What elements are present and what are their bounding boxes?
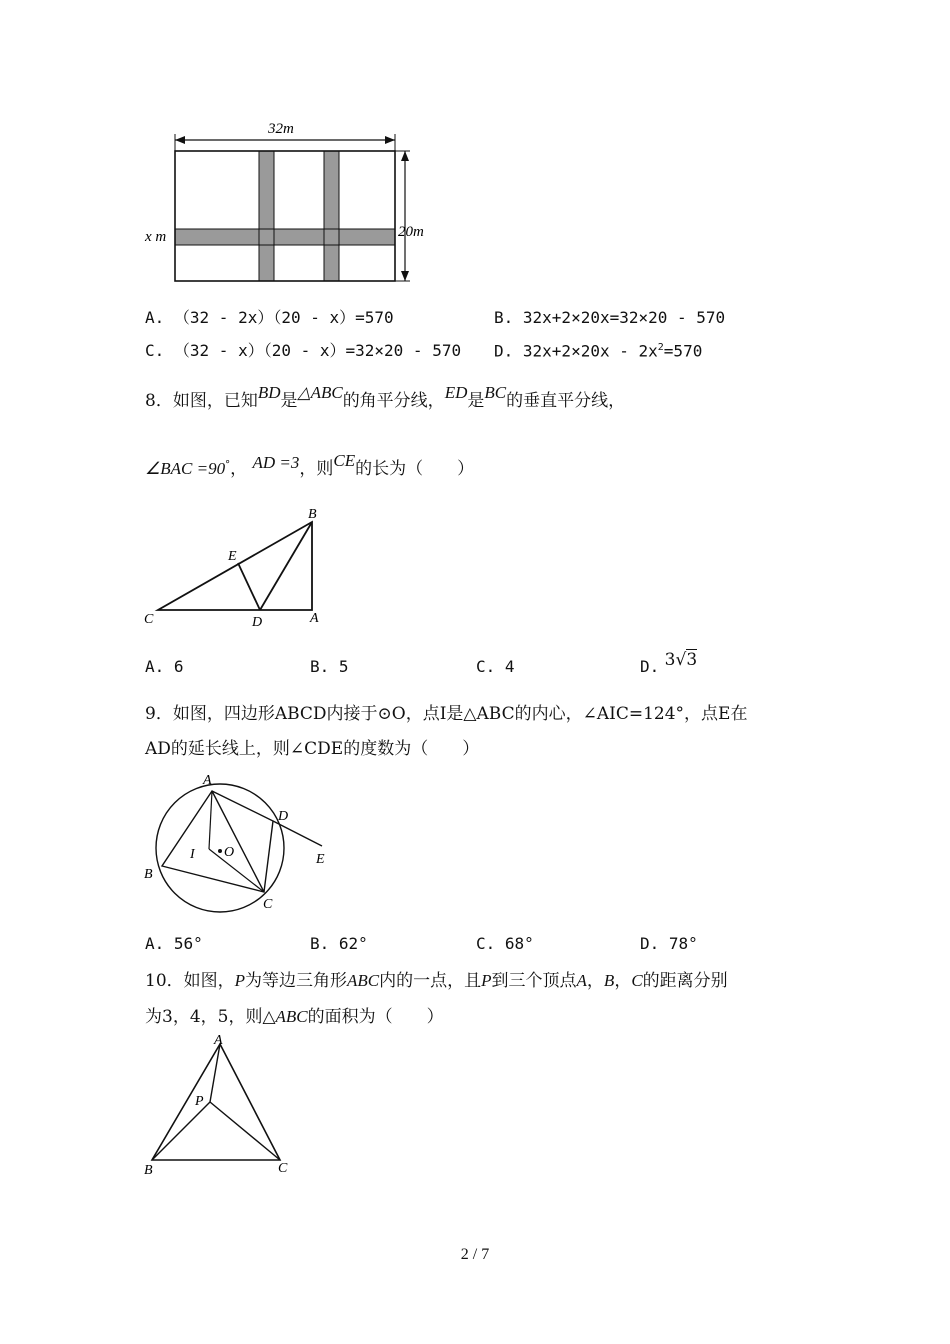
svg-text:E: E	[228, 549, 237, 564]
svg-text:B: B	[144, 1163, 153, 1178]
svg-text:I: I	[190, 847, 195, 862]
diagonal-ac	[212, 791, 264, 892]
q9-stem-line-2: AD的延长线上，则∠CDE的度数为（ ）	[145, 739, 480, 759]
vertical-road-2	[324, 151, 339, 281]
q8-option-d[interactable]: D. 3√3	[640, 650, 698, 676]
q10-stem-line-2: 为3，4，5，则△ABC的面积为（ ）	[145, 1007, 444, 1027]
q8-triangle-figure	[140, 500, 340, 635]
svg-text:A: A	[310, 611, 319, 626]
svg-text:C: C	[144, 612, 154, 627]
circle-o	[156, 784, 284, 912]
extension-de	[273, 821, 322, 846]
center-point	[218, 849, 222, 853]
q8-option-a[interactable]: A. 6	[145, 657, 184, 676]
segment-ai	[209, 791, 212, 849]
field-rectangle	[175, 151, 395, 281]
q8-stem-line-2: ∠BAC =90°， AD =3，则CE的长为（ ）	[145, 451, 475, 479]
q8-stem-line-1: 8．如图，已知BD是△ABC的角平分线，ED是BC的垂直平分线，	[145, 383, 626, 411]
segment-bd	[260, 522, 312, 610]
sqrt-sign: √	[675, 650, 687, 670]
svg-text:E: E	[316, 852, 325, 867]
q9-option-a[interactable]: A. 56°	[145, 934, 203, 953]
svg-text:A: A	[203, 773, 212, 788]
equilateral-triangle-abc	[152, 1044, 280, 1160]
svg-text:O: O	[224, 845, 235, 860]
road-width-label: x m	[145, 229, 167, 245]
horizontal-road	[175, 229, 395, 245]
q7-road-figure	[140, 110, 440, 290]
q9-option-d[interactable]: D. 78°	[640, 934, 698, 953]
svg-text:B: B	[144, 867, 153, 882]
q9-option-c[interactable]: C. 68°	[476, 934, 534, 953]
q9-option-b[interactable]: B. 62°	[310, 934, 368, 953]
q10-triangle-figure	[140, 1032, 310, 1180]
svg-text:C: C	[278, 1161, 288, 1176]
q7-option-c[interactable]: C. （32 - x）（20 - x）=32×20 - 570	[145, 341, 462, 360]
q9-stem-line-1: 9．如图，四边形ABCD内接于⊙O，点I是△ABC的内心，∠AIC=124°，点E在	[145, 704, 748, 724]
q7-option-d[interactable]: D. $32x+2\times 20x - 2x^2=570$	[494, 341, 703, 361]
q9-circle-figure	[140, 768, 340, 913]
q8-option-b[interactable]: B. 5	[310, 657, 349, 676]
segment-ed	[238, 563, 260, 610]
svg-text:C: C	[263, 897, 273, 912]
triangle-abc	[158, 522, 312, 610]
q7-option-b[interactable]: B. 32x+2×20x=32×20 - 570	[494, 308, 726, 327]
svg-text:P: P	[195, 1094, 204, 1109]
vertical-road-1	[259, 151, 274, 281]
page-number: 2 / 7	[460, 1246, 490, 1263]
q8-option-c[interactable]: C. 4	[476, 657, 515, 676]
width-label: 32m	[268, 121, 294, 137]
segment-pc	[210, 1102, 280, 1160]
svg-text:A: A	[214, 1033, 223, 1048]
q10-stem-line-1: 10．如图，P为等边三角形ABC内的一点，且P到三个顶点A，B，C的距离分别	[145, 971, 728, 991]
svg-text:B: B	[308, 507, 317, 522]
svg-text:D: D	[252, 615, 263, 630]
svg-text:D: D	[278, 809, 289, 824]
q7-option-a[interactable]: A. （32 - 2x）（20 - x）=570	[145, 308, 394, 327]
height-label: 20m	[398, 224, 424, 240]
